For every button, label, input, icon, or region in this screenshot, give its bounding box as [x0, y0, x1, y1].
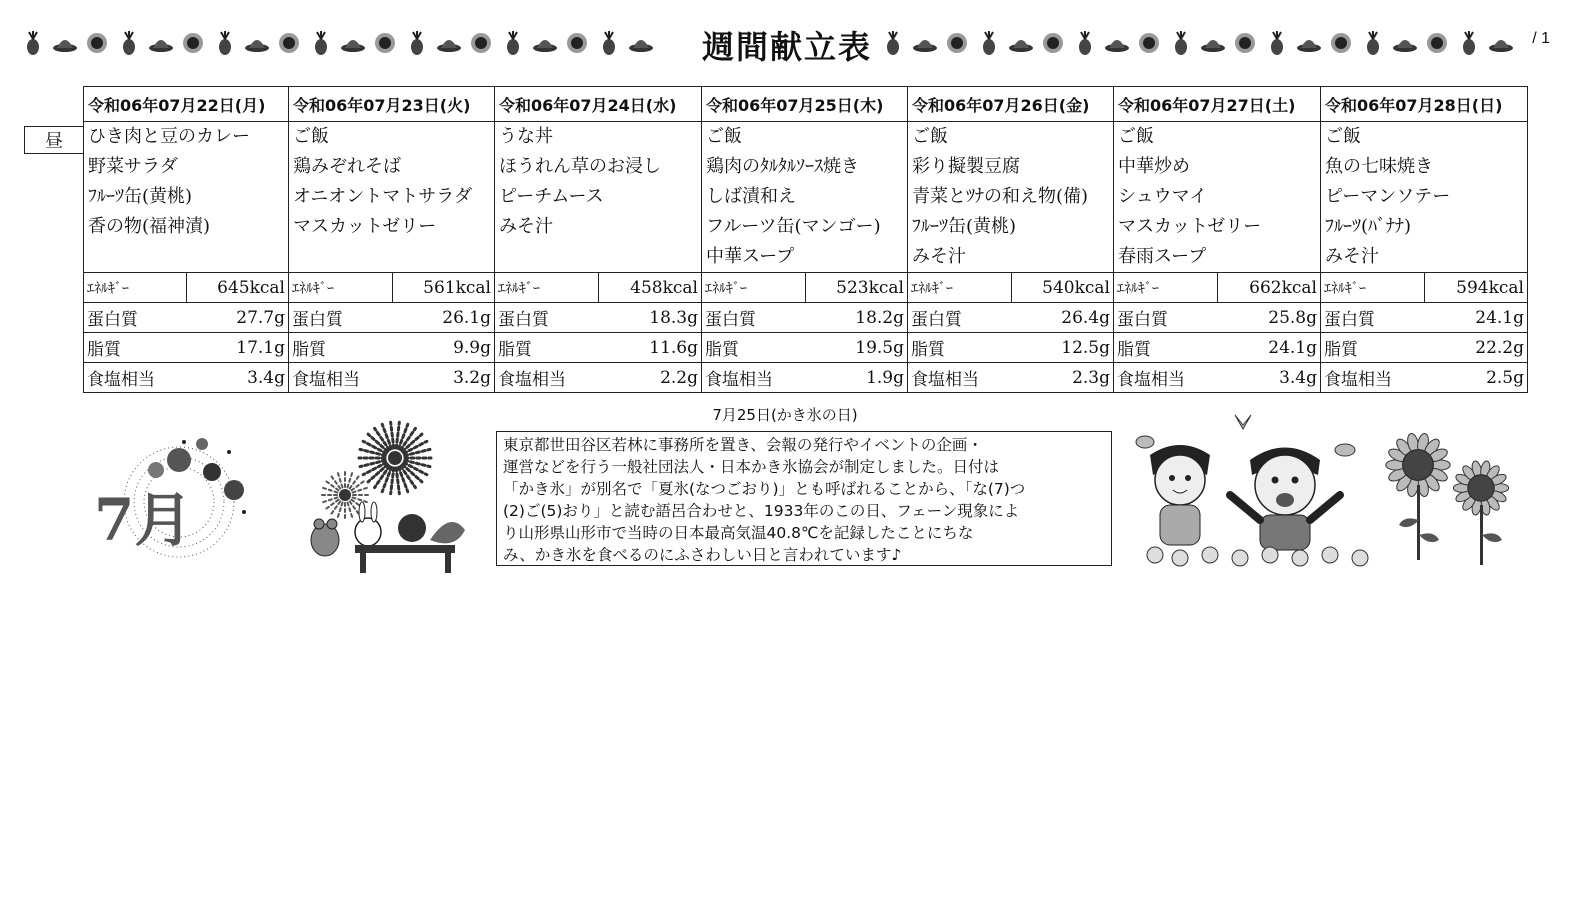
page-number: / 1 [1532, 30, 1550, 47]
protein-label: 蛋白質 [911, 310, 962, 330]
fat-label: 脂質 [911, 340, 945, 360]
hat-icon [1008, 30, 1034, 56]
children-sunflowers-illustration [1135, 410, 1530, 570]
salt-cell [1321, 363, 1528, 393]
energy-value: 458kcal [630, 277, 698, 298]
salt-value: 2.5g [1486, 367, 1524, 388]
fat-value: 22.2g [1475, 337, 1524, 358]
energy-value: 645kcal [217, 277, 285, 298]
dish-item: ご飯 [912, 126, 948, 147]
dish-item: しば漬和え [706, 186, 796, 207]
date-header: 令和06年07月26日(金) [908, 87, 1114, 122]
hat-icon [532, 30, 558, 56]
fat-value: 24.1g [1268, 337, 1317, 358]
dish-item: ひき肉と豆のカレー [88, 126, 250, 147]
dish-item: シュウマイ [1118, 186, 1208, 207]
protein-row [84, 303, 1528, 333]
date-header: 令和06年07月23日(火) [289, 87, 495, 122]
note-line: 東京都世田谷区若林に事務所を置き、会報の発行やイベントの企画・ [503, 436, 983, 454]
pineapple-icon [500, 30, 526, 56]
fireworks-animals-illustration [300, 420, 470, 575]
dish-item: 魚の七味焼き [1325, 156, 1433, 177]
cell-divider [1424, 273, 1425, 302]
protein-label: 蛋白質 [1324, 310, 1375, 330]
pineapple-icon [212, 30, 238, 56]
protein-label: 蛋白質 [1117, 310, 1168, 330]
protein-cell [702, 303, 908, 333]
header [20, 22, 1550, 72]
dish-item: ﾌﾙｰﾂ(ﾊﾞﾅﾅ) [1325, 216, 1412, 237]
dish-item: 彩り擬製豆腐 [912, 156, 1020, 177]
fat-label: 脂質 [1324, 340, 1358, 360]
date-header: 令和06年07月28日(日) [1321, 87, 1528, 122]
hat-icon [1392, 30, 1418, 56]
cell-divider [186, 273, 187, 302]
protein-value: 18.3g [649, 307, 698, 328]
fat-cell [702, 333, 908, 363]
protein-value: 26.4g [1061, 307, 1110, 328]
energy-label: ｴﾈﾙｷﾞｰ [911, 280, 953, 297]
pineapple-icon [116, 30, 142, 56]
energy-value: 523kcal [836, 277, 904, 298]
note-line: (2)ご(5)おり」と読む語呂合わせと、1933年のこの日、フェーン現象によ [503, 502, 1020, 520]
dish-item: うな丼 [499, 126, 553, 147]
salt-label: 食塩相当 [1117, 370, 1185, 390]
energy-label: ｴﾈﾙｷﾞｰ [292, 280, 334, 297]
pineapple-icon [308, 30, 334, 56]
weekly-menu-table [83, 86, 1528, 393]
protein-cell [1321, 303, 1528, 333]
dish-item: マスカットゼリー [293, 216, 437, 237]
pineapple-icon [596, 30, 622, 56]
energy-cell [1114, 273, 1321, 303]
pineapple-icon [976, 30, 1002, 56]
energy-label: ｴﾈﾙｷﾞｰ [1117, 280, 1159, 297]
hat-icon [1104, 30, 1130, 56]
dish-item: ご飯 [1325, 126, 1361, 147]
fat-cell [289, 333, 495, 363]
energy-cell [84, 273, 289, 303]
fat-value: 9.9g [453, 337, 491, 358]
pineapple-icon [20, 30, 46, 56]
energy-row [84, 273, 1528, 303]
energy-cell [702, 273, 908, 303]
salt-label: 食塩相当 [87, 370, 155, 390]
meal-label-lunch: 昼 [24, 126, 84, 154]
fat-value: 17.1g [236, 337, 285, 358]
salt-value: 3.4g [1279, 367, 1317, 388]
dish-list [1114, 122, 1321, 273]
protein-label: 蛋白質 [292, 310, 343, 330]
dish-item: ピーマンソテー [1325, 186, 1451, 207]
dish-item: 青菜とﾂﾅの和え物(備) [912, 186, 1089, 207]
sunflower-icon [276, 30, 302, 56]
dish-list [1321, 122, 1528, 273]
dish-item: みそ汁 [1325, 246, 1379, 267]
dish-row [84, 122, 1528, 273]
dish-item: 中華スープ [706, 246, 795, 267]
page-title: 週間献立表 [701, 28, 872, 66]
dish-item: ピーチムース [499, 186, 604, 207]
dish-item: 中華炒め [1118, 156, 1190, 177]
sunflower-icon [180, 30, 206, 56]
pineapple-icon [1072, 30, 1098, 56]
date-header-row [84, 87, 1528, 122]
hat-icon [148, 30, 174, 56]
fat-label: 脂質 [498, 340, 532, 360]
salt-label: 食塩相当 [705, 370, 773, 390]
salt-label: 食塩相当 [498, 370, 566, 390]
sunflower-icon [1232, 30, 1258, 56]
protein-label: 蛋白質 [705, 310, 756, 330]
fat-value: 19.5g [855, 337, 904, 358]
sunflower-icon [944, 30, 970, 56]
hat-icon [52, 30, 78, 56]
fat-cell [1114, 333, 1321, 363]
salt-value: 2.2g [660, 367, 698, 388]
note-line: み、かき氷を食べるのにふさわしい日と言われています♪ [503, 546, 902, 564]
note-line: り山形県山形市で当時の日本最高気温40.8℃を記録したことにちな [503, 524, 974, 542]
hat-icon [1488, 30, 1514, 56]
salt-cell [1114, 363, 1321, 393]
fat-label: 脂質 [292, 340, 326, 360]
salt-value: 3.4g [247, 367, 285, 388]
hat-icon [244, 30, 270, 56]
salt-label: 食塩相当 [292, 370, 360, 390]
protein-label: 蛋白質 [87, 310, 138, 330]
hat-icon [912, 30, 938, 56]
cell-divider [598, 273, 599, 302]
dish-item: ご飯 [1118, 126, 1154, 147]
pineapple-icon [1264, 30, 1290, 56]
decorative-border-right [880, 30, 1514, 56]
dish-item: 春雨スープ [1118, 246, 1207, 267]
hat-icon [628, 30, 654, 56]
cell-divider [1217, 273, 1218, 302]
date-header: 令和06年07月22日(月) [84, 87, 289, 122]
protein-cell [1114, 303, 1321, 333]
sunflower-icon [1424, 30, 1450, 56]
dish-list [84, 122, 289, 273]
protein-value: 24.1g [1475, 307, 1524, 328]
dish-list [495, 122, 702, 273]
dish-item: 鶏肉のﾀﾙﾀﾙｿｰｽ焼き [706, 156, 859, 177]
fat-cell [84, 333, 289, 363]
hat-icon [1296, 30, 1322, 56]
dish-item: フルーツ缶(マンゴー) [706, 216, 881, 237]
sunflower-icon [372, 30, 398, 56]
sunflower-icon [1328, 30, 1354, 56]
energy-value: 540kcal [1042, 277, 1110, 298]
energy-label: ｴﾈﾙｷﾞｰ [1324, 280, 1366, 297]
dish-item: ご飯 [293, 126, 329, 147]
fat-label: 脂質 [705, 340, 739, 360]
dish-item: ご飯 [706, 126, 742, 147]
pineapple-icon [404, 30, 430, 56]
dish-item: ほうれん草のお浸し [499, 156, 661, 177]
dish-item: ﾌﾙｰﾂ缶(黄桃) [88, 186, 193, 207]
dish-item: オニオントマトサラダ [293, 186, 473, 207]
pineapple-icon [1360, 30, 1386, 56]
energy-value: 561kcal [423, 277, 491, 298]
salt-cell [495, 363, 702, 393]
cell-divider [805, 273, 806, 302]
protein-label: 蛋白質 [498, 310, 549, 330]
month-badge: 7月 [94, 486, 193, 554]
fat-value: 11.6g [649, 337, 698, 358]
energy-value: 594kcal [1456, 277, 1524, 298]
dish-item: みそ汁 [912, 246, 966, 267]
energy-label: ｴﾈﾙｷﾞｰ [705, 280, 747, 297]
dish-item: 香の物(福神漬) [88, 216, 211, 237]
hat-icon [340, 30, 366, 56]
energy-cell [495, 273, 702, 303]
dish-item: ﾌﾙｰﾂ缶(黄桃) [912, 216, 1017, 237]
cell-divider [1011, 273, 1012, 302]
fat-value: 12.5g [1061, 337, 1110, 358]
note-line: 運営などを行う一般社団法人・日本かき氷協会が制定しました。日付は [503, 458, 1000, 476]
sunflower-icon [468, 30, 494, 56]
date-header: 令和06年07月24日(水) [495, 87, 702, 122]
salt-cell [289, 363, 495, 393]
dish-list [702, 122, 908, 273]
dish-item: 鶏みぞれそば [293, 156, 401, 177]
salt-value: 1.9g [866, 367, 904, 388]
dish-list [908, 122, 1114, 273]
salt-cell [702, 363, 908, 393]
salt-cell [908, 363, 1114, 393]
pineapple-icon [1456, 30, 1482, 56]
sunflower-icon [84, 30, 110, 56]
date-header: 令和06年07月25日(木) [702, 87, 908, 122]
energy-label: ｴﾈﾙｷﾞｰ [87, 280, 129, 297]
note-line: 「かき氷」が別名で「夏氷(なつごおり)」とも呼ばれることから、「な(7)つ [503, 480, 1026, 498]
energy-cell [289, 273, 495, 303]
dish-item: みそ汁 [499, 216, 553, 237]
pineapple-icon [1168, 30, 1194, 56]
sunflower-icon [1136, 30, 1162, 56]
hat-icon [1200, 30, 1226, 56]
energy-cell [908, 273, 1114, 303]
salt-cell [84, 363, 289, 393]
fat-label: 脂質 [87, 340, 121, 360]
day-caption: 7月25日(かき氷の日) [712, 406, 858, 424]
energy-value: 662kcal [1249, 277, 1317, 298]
dish-item: マスカットゼリー [1118, 216, 1262, 237]
hat-icon [436, 30, 462, 56]
energy-label: ｴﾈﾙｷﾞｰ [498, 280, 540, 297]
protein-value: 27.7g [236, 307, 285, 328]
energy-cell [1321, 273, 1528, 303]
date-header: 令和06年07月27日(土) [1114, 87, 1321, 122]
salt-label: 食塩相当 [1324, 370, 1392, 390]
note-box [496, 431, 1112, 566]
protein-cell [495, 303, 702, 333]
protein-value: 18.2g [855, 307, 904, 328]
decorative-border-left [20, 30, 654, 56]
protein-value: 26.1g [442, 307, 491, 328]
july-flower-illustration [84, 422, 264, 562]
salt-value: 3.2g [453, 367, 491, 388]
protein-cell [908, 303, 1114, 333]
sunflower-icon [564, 30, 590, 56]
dish-item: 野菜サラダ [88, 156, 178, 177]
salt-value: 2.3g [1072, 367, 1110, 388]
pineapple-icon [880, 30, 906, 56]
fat-row [84, 333, 1528, 363]
salt-row [84, 363, 1528, 393]
sunflower-icon [1040, 30, 1066, 56]
cell-divider [392, 273, 393, 302]
salt-label: 食塩相当 [911, 370, 979, 390]
fat-cell [495, 333, 702, 363]
protein-cell [289, 303, 495, 333]
fat-cell [1321, 333, 1528, 363]
fat-label: 脂質 [1117, 340, 1151, 360]
fat-cell [908, 333, 1114, 363]
protein-value: 25.8g [1268, 307, 1317, 328]
dish-list [289, 122, 495, 273]
protein-cell [84, 303, 289, 333]
